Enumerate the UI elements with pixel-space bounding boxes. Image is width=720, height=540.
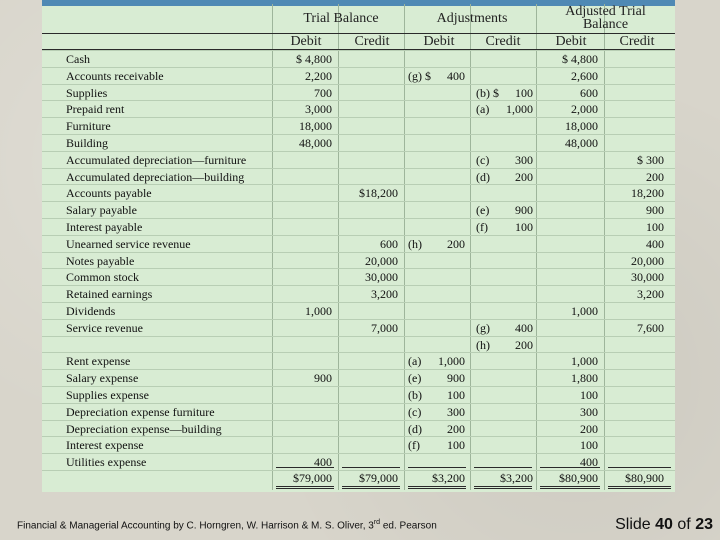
account-name: Notes payable — [66, 254, 135, 268]
adj-credit-ref: (f) — [476, 220, 488, 234]
total-adj-debit: $3,200 — [432, 471, 465, 485]
adj-credit-cell: 200 — [515, 338, 533, 352]
total-atb-credit: $80,900 — [625, 471, 664, 485]
adj-debit-ref: (d) — [408, 422, 422, 436]
double-total-rule — [276, 488, 334, 489]
grid-hline — [42, 117, 675, 118]
grid-hline — [42, 201, 675, 202]
atb-debit-cell: 2,000 — [571, 102, 598, 116]
total-rule — [608, 467, 671, 468]
grid-hline — [42, 420, 675, 421]
atb-debit-cell: 1,800 — [571, 371, 598, 385]
total-rule — [408, 467, 466, 468]
tb-debit-cell: 3,000 — [305, 102, 332, 116]
grid-hline — [42, 84, 675, 85]
adj-credit-ref: (d) — [476, 170, 490, 184]
tb-debit-cell: 2,200 — [305, 69, 332, 83]
atb-credit-cell: 200 — [646, 170, 664, 184]
atb-debit-cell: 400 — [580, 455, 598, 469]
account-name: Rent expense — [66, 354, 131, 368]
double-total-rule — [408, 488, 466, 489]
tb-credit-cell: 7,000 — [371, 321, 398, 335]
tb-credit-cell: 20,000 — [365, 254, 398, 268]
subheader-tb-credit: Credit — [354, 34, 390, 49]
credit-superscript: rd — [373, 519, 381, 526]
adj-credit-cell: 400 — [515, 321, 533, 335]
slide-current: 40 — [655, 516, 673, 533]
header-adjusted-trial-line2: Balance — [582, 17, 629, 32]
adj-debit-cell: 300 — [447, 405, 465, 419]
adj-debit-cell: 200 — [447, 237, 465, 251]
grid-hline — [42, 168, 675, 169]
atb-debit-cell: 600 — [580, 86, 598, 100]
account-name: Interest expense — [66, 438, 144, 452]
grid-hline — [42, 100, 675, 101]
double-total-rule — [474, 486, 532, 487]
double-total-rule — [608, 486, 671, 487]
atb-credit-cell: 400 — [646, 237, 664, 251]
account-name: Cash — [66, 52, 90, 66]
credit-main: Financial & Managerial Accounting by C. Horngren, W. Harrison & M. S. Oliver, 3 — [17, 520, 374, 532]
total-tb-debit: $79,000 — [293, 471, 332, 485]
account-name: Utilities expense — [66, 455, 147, 469]
subheader-adj-credit: Credit — [485, 34, 521, 49]
adj-debit-ref: (a) — [408, 354, 422, 368]
adj-debit-cell: 100 — [447, 388, 465, 402]
atb-debit-cell: 200 — [580, 422, 598, 436]
atb-debit-cell: $ 4,800 — [562, 52, 598, 66]
grid-vline — [470, 4, 471, 490]
double-total-rule — [408, 486, 466, 487]
grid-hline — [42, 67, 675, 68]
account-name: Depreciation expense furniture — [66, 405, 215, 419]
adj-credit-ref: (h) — [476, 338, 490, 352]
atb-credit-cell: 20,000 — [631, 254, 664, 268]
grid-hline — [42, 403, 675, 404]
total-rule — [342, 467, 400, 468]
account-name: Accumulated depreciation—furniture — [66, 153, 247, 167]
adj-debit-ref: (f) — [408, 438, 420, 452]
account-name: Retained earnings — [66, 287, 153, 301]
adj-credit-cell: 100 — [515, 86, 533, 100]
slide-number — [615, 516, 713, 534]
slide-total: 23 — [695, 516, 713, 533]
double-total-rule — [540, 486, 600, 487]
tb-debit-cell: 400 — [314, 455, 332, 469]
grid-hline — [42, 151, 675, 152]
grid-hline — [42, 319, 675, 320]
grid-hline — [42, 218, 675, 219]
atb-debit-cell: 300 — [580, 405, 598, 419]
tb-credit-cell: 3,200 — [371, 287, 398, 301]
adj-debit-ref: (b) — [408, 388, 422, 402]
header-adjusted-trial-line1: Adjusted Trial — [565, 4, 646, 19]
grid-vline — [536, 4, 537, 490]
account-name: Building — [66, 136, 109, 150]
grid-hline — [42, 268, 675, 269]
adj-debit-cell: 100 — [447, 438, 465, 452]
grid-hline — [42, 50, 675, 51]
atb-credit-cell: 3,200 — [637, 287, 664, 301]
adj-credit-cell: 300 — [515, 153, 533, 167]
account-name: Dividends — [66, 304, 116, 318]
atb-credit-cell: 100 — [646, 220, 664, 234]
header-trial-balance: Trial Balance — [303, 11, 379, 26]
atb-debit-cell: 1,000 — [571, 354, 598, 368]
tb-debit-cell: 700 — [314, 86, 332, 100]
atb-credit-cell: $ 300 — [637, 153, 664, 167]
atb-debit-cell: 100 — [580, 438, 598, 452]
adj-credit-ref: (e) — [476, 203, 490, 217]
double-total-rule — [342, 488, 400, 489]
total-atb-debit: $80,900 — [559, 471, 598, 485]
adj-debit-cell: 200 — [447, 422, 465, 436]
adj-credit-ref: (g) — [476, 321, 490, 335]
adj-credit-cell: 900 — [515, 203, 533, 217]
account-name: Interest payable — [66, 220, 143, 234]
double-total-rule — [540, 488, 600, 489]
tb-debit-cell: 1,000 — [305, 304, 332, 318]
double-total-rule — [276, 486, 334, 487]
slide-label: Slide — [615, 516, 651, 533]
adj-debit-ref: (c) — [408, 405, 422, 419]
grid-hline — [42, 336, 675, 337]
account-name: Furniture — [66, 119, 111, 133]
adj-debit-cell: 400 — [447, 69, 465, 83]
account-name: Salary payable — [66, 203, 137, 217]
adj-credit-cell: 1,000 — [506, 102, 533, 116]
tb-debit-cell: 18,000 — [299, 119, 332, 133]
tb-debit-cell: 48,000 — [299, 136, 332, 150]
account-name: Supplies expense — [66, 388, 149, 402]
subheader-atb-credit: Credit — [619, 34, 655, 49]
tb-debit-cell: 900 — [314, 371, 332, 385]
atb-credit-cell: 7,600 — [637, 321, 664, 335]
grid-hline — [42, 369, 675, 370]
atb-credit-cell: 18,200 — [631, 186, 664, 200]
adj-credit-ref: (c) — [476, 153, 490, 167]
tb-debit-cell: $ 4,800 — [296, 52, 332, 66]
grid-hline — [42, 436, 675, 437]
subheader-atb-debit: Debit — [555, 34, 587, 49]
atb-credit-cell: 900 — [646, 203, 664, 217]
grid-hline — [42, 386, 675, 387]
atb-debit-cell: 2,600 — [571, 69, 598, 83]
grid-hline — [42, 352, 675, 353]
grid-hline — [42, 134, 675, 135]
grid-hline — [42, 453, 675, 454]
adj-debit-cell: 900 — [447, 371, 465, 385]
account-name: Unearned service revenue — [66, 237, 191, 251]
account-name: Salary expense — [66, 371, 139, 385]
adj-credit-cell: 200 — [515, 170, 533, 184]
subheader-adj-debit: Debit — [423, 34, 455, 49]
atb-debit-cell: 48,000 — [565, 136, 598, 150]
grid-hline — [42, 235, 675, 236]
tb-credit-cell: $18,200 — [359, 186, 398, 200]
double-total-rule — [474, 488, 532, 489]
total-tb-credit: $79,000 — [359, 471, 398, 485]
account-name: Depreciation expense—building — [66, 422, 222, 436]
atb-debit-cell: 100 — [580, 388, 598, 402]
adj-debit-ref: (e) — [408, 371, 422, 385]
atb-debit-cell: 1,000 — [571, 304, 598, 318]
account-name: Accounts payable — [66, 186, 152, 200]
grid-hline — [42, 285, 675, 286]
account-name: Common stock — [66, 270, 140, 284]
adj-debit-cell: 1,000 — [438, 354, 465, 368]
adj-credit-cell: 100 — [515, 220, 533, 234]
account-name: Accounts receivable — [66, 69, 164, 83]
tb-credit-cell: 600 — [380, 237, 398, 251]
double-total-rule — [342, 486, 400, 487]
adj-debit-ref: (g) $ — [408, 69, 431, 83]
account-name: Accumulated depreciation—building — [66, 170, 245, 184]
adj-credit-ref: (a) — [476, 102, 490, 116]
credit-tail: ed. Pearson — [380, 520, 437, 532]
tb-credit-cell: 30,000 — [365, 270, 398, 284]
header-adjustments: Adjustments — [436, 11, 508, 26]
footer-credit — [17, 519, 437, 531]
account-name: Supplies — [66, 86, 108, 100]
adj-debit-ref: (h) — [408, 237, 422, 251]
adj-credit-ref: (b) $ — [476, 86, 499, 100]
total-rule — [474, 467, 532, 468]
grid-hline — [42, 302, 675, 303]
double-total-rule — [608, 488, 671, 489]
grid-hline — [42, 184, 675, 185]
worksheet-table — [42, 0, 675, 492]
account-name: Service revenue — [66, 321, 143, 335]
atb-credit-cell: 30,000 — [631, 270, 664, 284]
grid-hline — [42, 252, 675, 253]
slide-of: of — [677, 516, 691, 533]
atb-debit-cell: 18,000 — [565, 119, 598, 133]
subheader-tb-debit: Debit — [290, 34, 322, 49]
account-name: Prepaid rent — [66, 102, 125, 116]
total-adj-credit: $3,200 — [500, 471, 533, 485]
